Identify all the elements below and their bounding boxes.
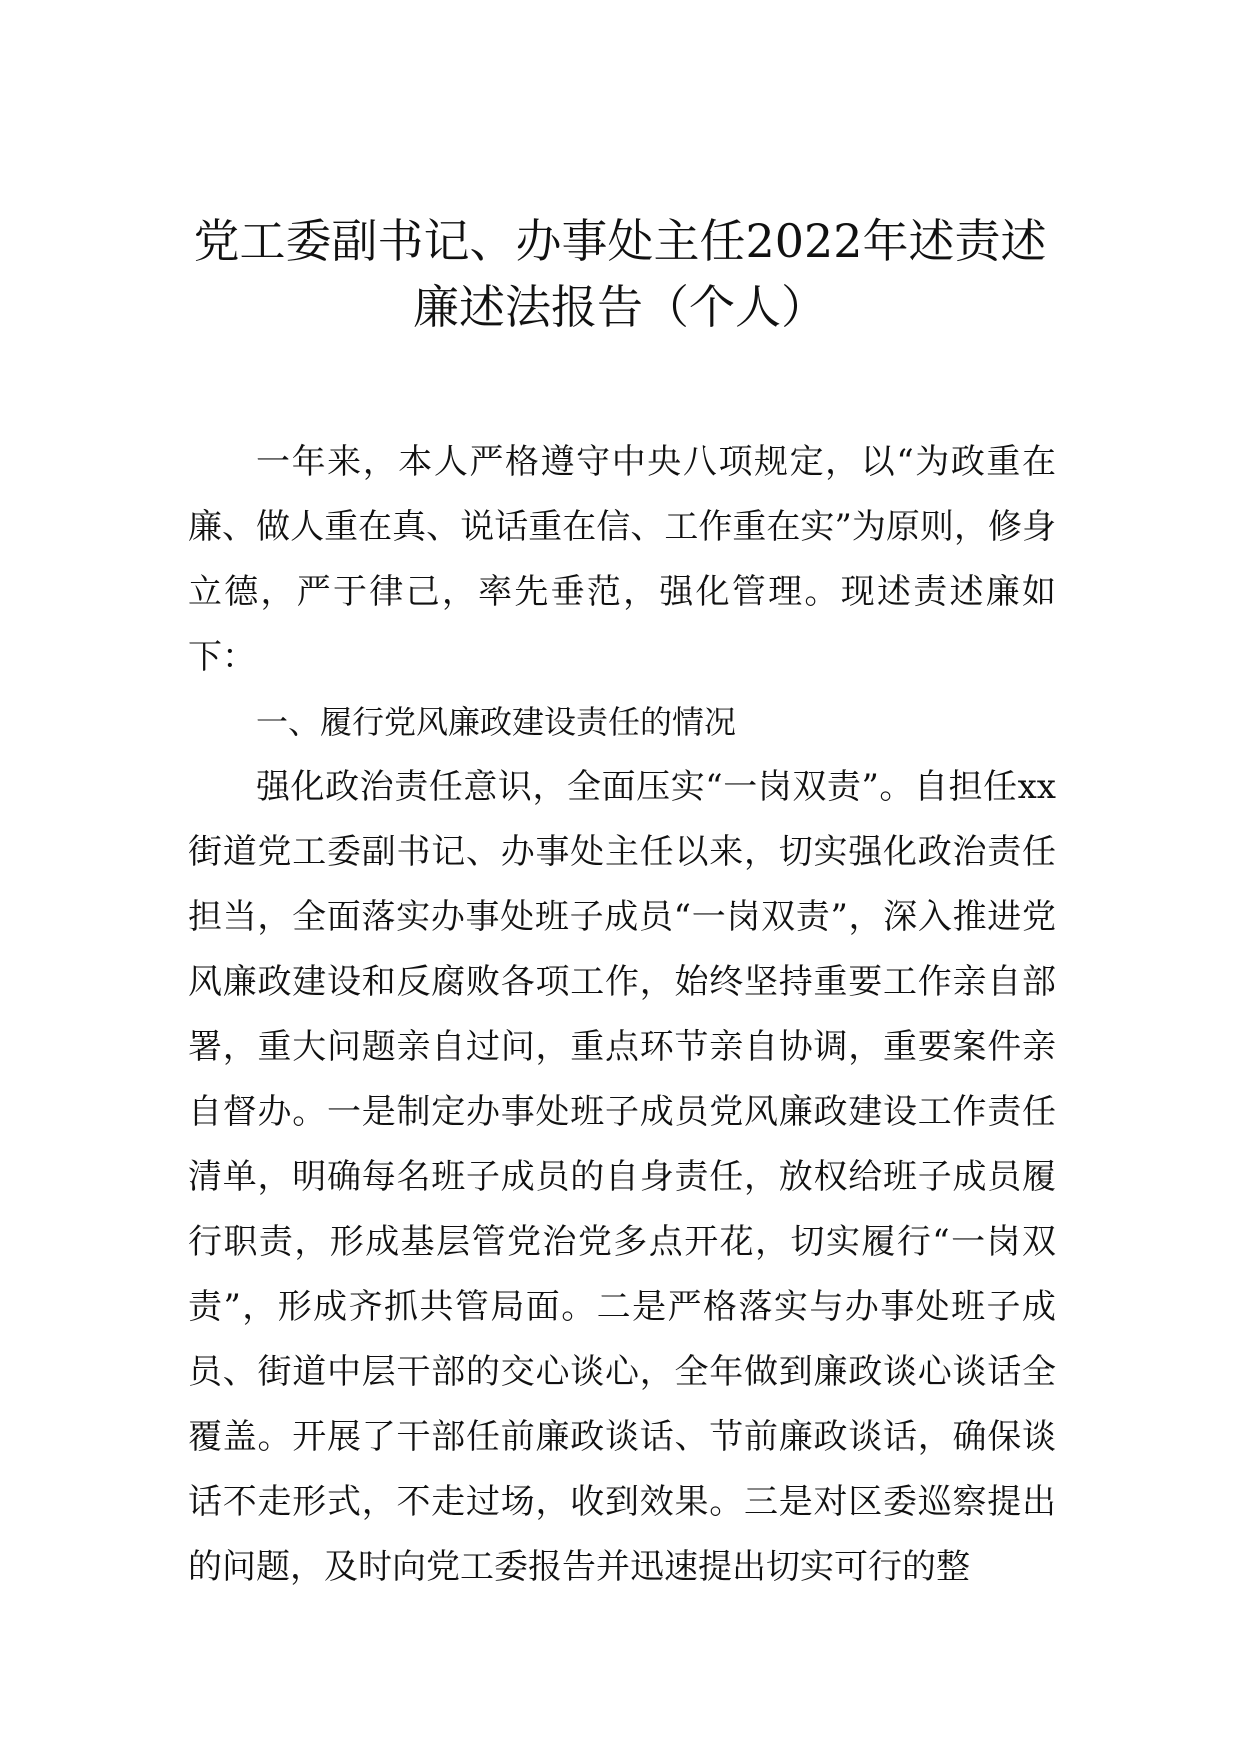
body-paragraph: 强化政治责任意识，全面压实“一岗双责”。自担任xx街道党工委副书记、办事处主任以来，切实强化政治责任担当，全面落实办事处班子成员“一岗双责”，深入推进党风廉政建设和反腐败各项工作，始终坚持重要工作亲自部署，重大问题亲自过问，重点环节亲自协调，重要案件亲自督办。一是制定办事处班子成员党风廉政建设工作责任清单，明确每名班子成员的自身责任，放权给班子成员履行职责，形成基层管党治党多点开花，切实履行“一岗双责”，形成齐抓共管局面。二是严格落实与办事处班子成员、街道中层干部的交心谈心，全年做到廉政谈心谈话全覆盖。开展了干部任前廉政谈话、节前廉政谈话，确保谈话不走形式，不走过场，收到效果。三是对区委巡察提出的问题，及时向党工委报告并迅速提出切实可行的整	[188, 767, 1056, 1587]
document-title	[180, 208, 1060, 340]
document-body	[188, 430, 1056, 1600]
title-line-1: 党工委副书记、办事处主任2022年述责述	[193, 214, 1047, 268]
title-line-2: 廉述法报告（个人）	[413, 280, 827, 334]
section-heading-1: 一、履行党风廉政建设责任的情况	[256, 703, 737, 741]
intro-paragraph: 一年来，本人严格遵守中央八项规定，以“为政重在廉、做人重在真、说话重在信、工作重在实”为原则，修身立德，严于律己，率先垂范，强化管理。现述责述廉如下：	[188, 442, 1056, 677]
